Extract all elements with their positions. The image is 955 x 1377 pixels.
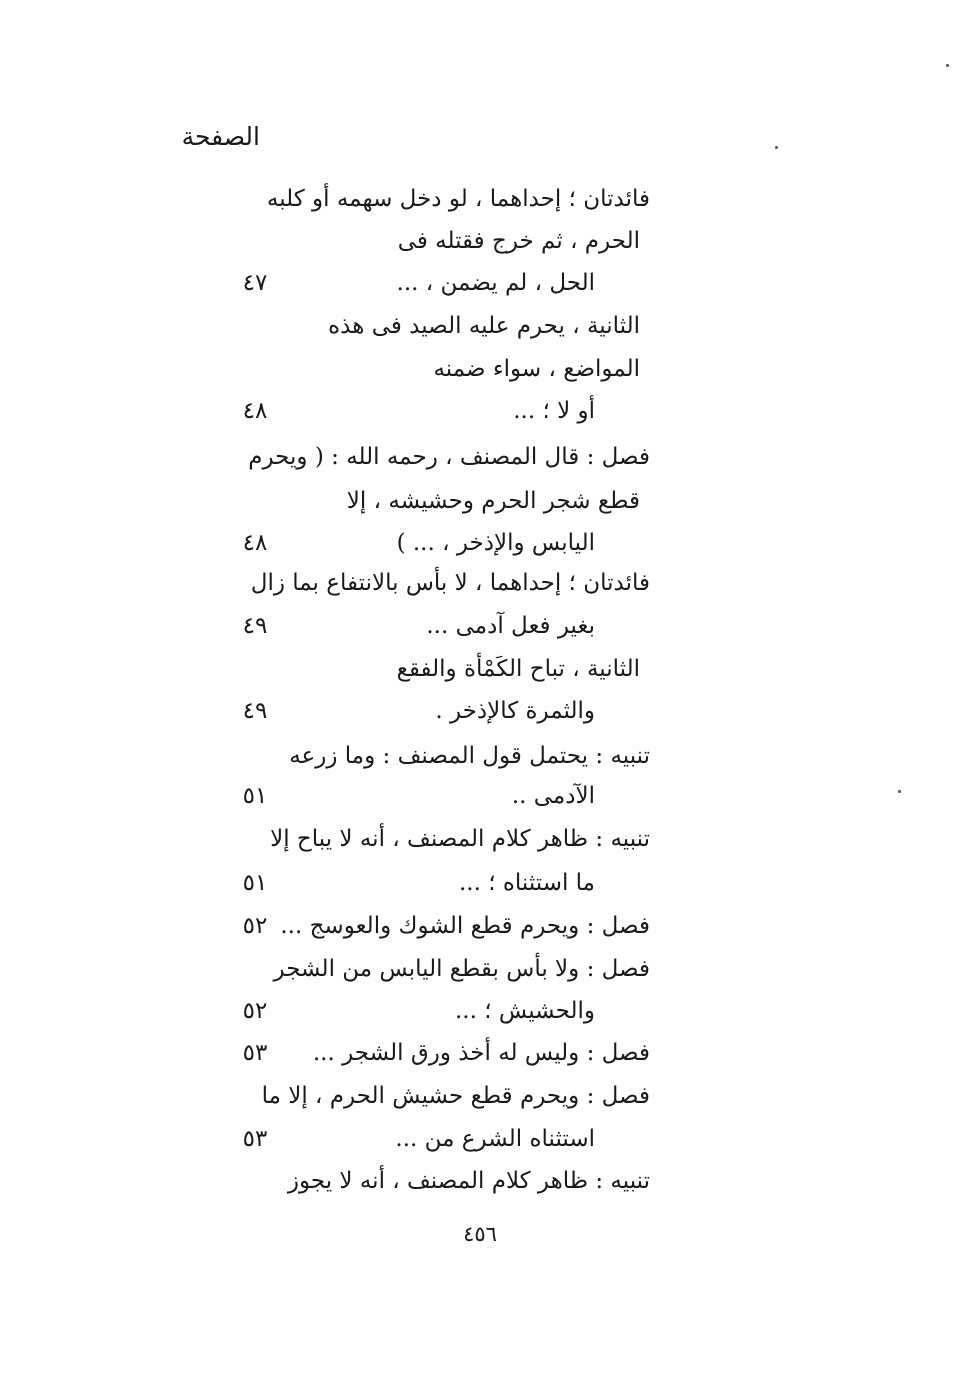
toc-entry [0,348,955,390]
toc-entry [0,220,955,262]
toc-entry-text: الثانية ، يحرم عليه الصيد فى هذه [328,313,640,339]
toc-entry-text: قطع شجر الحرم وحشيشه ، إلا [346,488,640,514]
toc-entry-page: ٥٣ [242,1126,268,1152]
toc-entry [0,436,955,478]
toc-entry-text: والحشيش ؛ ... [455,998,595,1024]
toc-entry [0,305,955,347]
toc-entry [0,775,955,817]
page-column-heading: الصفحة [181,122,260,151]
toc-entry [0,648,955,690]
toc-entry [0,480,955,522]
toc-entry-page: ٥٢ [242,913,268,939]
scan-speck [775,146,778,149]
toc-entry-text: اليابس والإذخر ، ... ) [396,530,595,556]
toc-entry [0,1160,955,1202]
toc-entry [0,735,955,777]
toc-entry-text: تنبيه : يحتمل قول المصنف : وما زرعه [289,743,650,769]
toc-entry-text: أو لا ؛ ... [513,398,595,424]
toc-entry [0,562,955,604]
toc-entry-page: ٤٩ [242,613,268,639]
toc-entry-page: ٤٧ [242,270,268,296]
scan-speck [946,64,949,67]
toc-entry [0,178,955,220]
toc-entry-text: الحل ، لم يضمن ، ... [396,270,595,296]
toc-entry-text: والثمرة كالإذخر . [435,698,595,724]
toc-entry [0,1032,955,1074]
toc-entry-page: ٤٩ [242,698,268,724]
toc-entry-text: الحرم ، ثم خرج فقتله فى [397,228,640,254]
toc-entry [0,818,955,860]
toc-entry [0,1118,955,1160]
toc-entry-page: ٥٣ [242,1040,268,1066]
toc-entry-page: ٥١ [242,870,268,896]
toc-entry-text: فصل : قال المصنف ، رحمه الله : ( ويحرم [248,444,650,470]
toc-entry [0,262,955,304]
toc-entry-page: ٥١ [242,783,268,809]
toc-entry-text: فصل : وليس له أخذ ورق الشجر ... [312,1040,650,1066]
toc-entry-text: فصل : ولا بأس بقطع اليابس من الشجر [273,956,650,982]
toc-entry-page: ٥٢ [242,998,268,1024]
toc-entry-text: فصل : ويحرم قطع حشيش الحرم ، إلا ما [261,1083,650,1109]
toc-entry [0,390,955,432]
toc-entry-text: بغير فعل آدمى ... [426,613,595,639]
toc-entry-text: ما استثناه ؛ ... [458,870,595,896]
toc-entry-text: المواضع ، سواء ضمنه [433,356,640,382]
toc-entry [0,522,955,564]
toc-entry-text: فائدتان ؛ إحداهما ، لو دخل سهمه أو كلبه [266,186,650,212]
toc-entry-text: استثناه الشرع من ... [395,1126,595,1152]
toc-entry-page: ٤٨ [242,530,268,556]
scan-speck [898,790,901,793]
toc-entry-text: تنبيه : ظاهر كلام المصنف ، أنه لا يباح إلا [270,826,650,852]
toc-entry-text: الثانية ، تباح الكَمْأة والفقع [396,656,640,682]
toc-entry-text: فائدتان ؛ إحداهما ، لا بأس بالانتفاع بما زال [250,570,650,596]
toc-entry-text: تنبيه : ظاهر كلام المصنف ، أنه لا يجوز [287,1168,650,1194]
toc-entry [0,990,955,1032]
toc-entry [0,605,955,647]
toc-entry [0,1075,955,1117]
toc-entry-text: فصل : ويحرم قطع الشوك والعوسج ... [280,913,650,939]
toc-entry-text: الآدمى .. [511,783,595,809]
toc-entry [0,905,955,947]
toc-entry-page: ٤٨ [242,398,268,424]
toc-entry [0,690,955,732]
toc-entry [0,862,955,904]
toc-entry [0,948,955,990]
page-number: ٤٥٦ [463,1222,497,1246]
